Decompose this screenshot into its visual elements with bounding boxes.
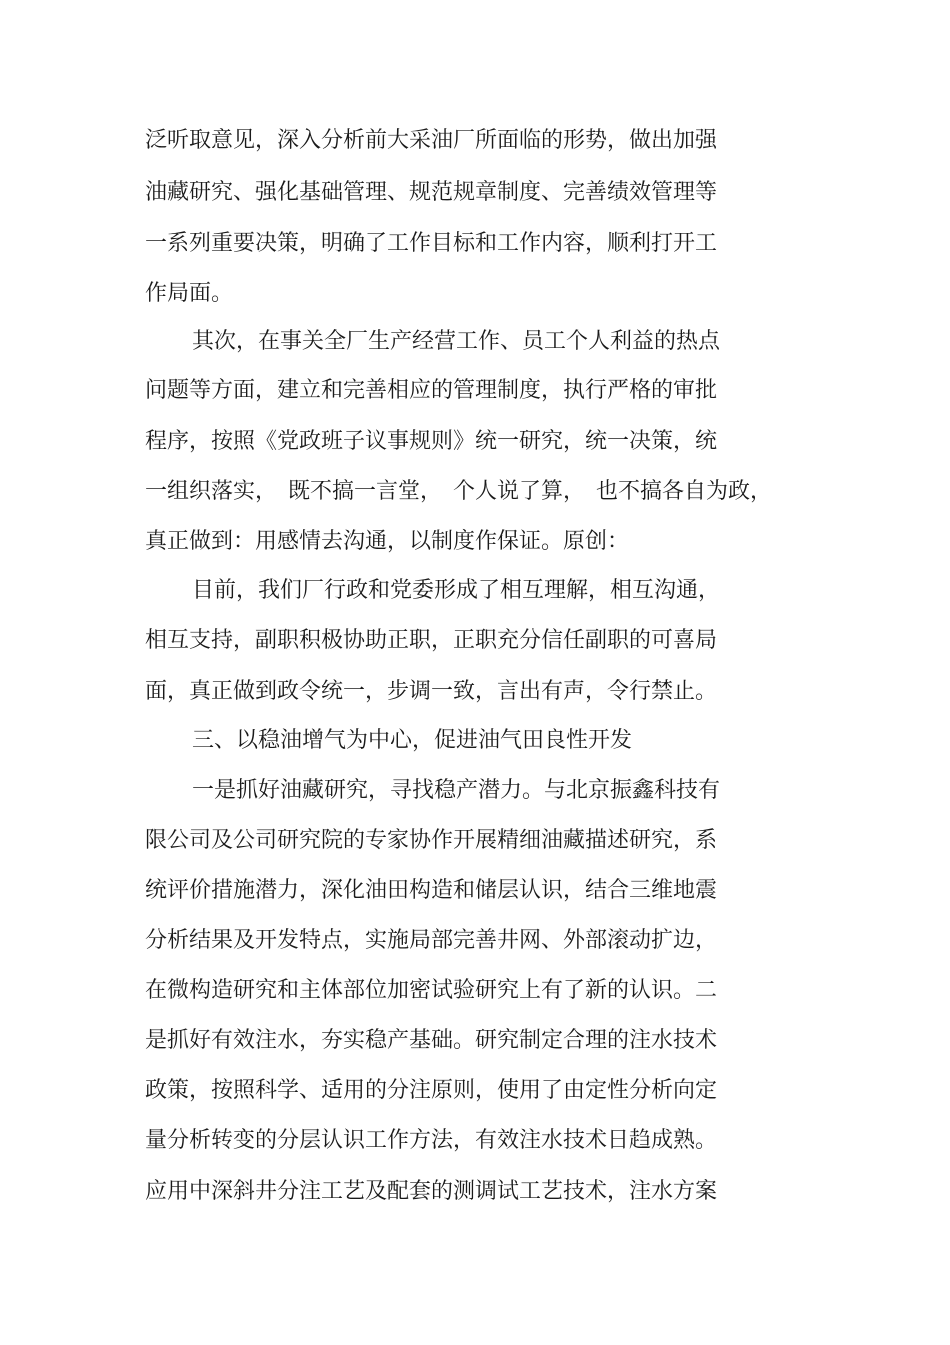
paragraph-line: 量分析转变的分层认识工作方法，有效注水技术日趋成熟。 [145,1128,718,1153]
paragraph-line: 统评价措施潜力，深化油田构造和储层认识，结合三维地震 [145,878,718,903]
paragraph-line: 目前，我们厂行政和党委形成了相互理解，相互沟通， [192,578,721,603]
paragraph-line: 是抓好有效注水，夯实稳产基础。研究制定合理的注水技术 [145,1028,718,1053]
paragraph-line: 限公司及公司研究院的专家协作开展精细油藏描述研究，系 [145,828,718,853]
paragraph-line: 其次，在事关全厂生产经营工作、员工个人利益的热点 [192,329,721,354]
paragraph-line: 在微构造研究和主体部位加密试验研究上有了新的认识。二 [145,978,718,1003]
paragraph-line: 泛听取意见，深入分析前大采油厂所面临的形势，做出加强 [145,128,718,153]
paragraph-line: 面，真正做到政令统一，步调一致，言出有声，令行禁止。 [145,679,718,704]
paragraph-line: 一系列重要决策，明确了工作目标和工作内容，顺利打开工 [145,231,718,256]
paragraph-line: 程序，按照《党政班子议事规则》统一研究，统一决策，统 [145,429,718,454]
paragraph-line: 作局面。 [145,281,234,306]
paragraph-line: 问题等方面，建立和完善相应的管理制度，执行严格的审批 [145,378,718,403]
paragraph-line: 政策，按照科学、适用的分注原则，使用了由定性分析向定 [145,1078,718,1103]
paragraph-line: 应用中深斜井分注工艺及配套的测调试工艺技术，注水方案 [145,1179,718,1204]
section-heading: 三、以稳油增气为中心，促进油气田良性开发 [192,728,633,753]
paragraph-line: 分析结果及开发特点，实施局部完善井网、外部滚动扩边， [145,928,718,953]
paragraph-line: 一组织落实， 既不搞一言堂， 个人说了算， 也不搞各自为政， [145,479,773,504]
paragraph-line: 一是抓好油藏研究，寻找稳产潜力。与北京振鑫科技有 [192,778,721,803]
paragraph-line: 真正做到：用感情去沟通，以制度作保证。原创： [145,529,630,554]
paragraph-line: 油藏研究、强化基础管理、规范规章制度、完善绩效管理等 [145,180,718,205]
paragraph-line: 相互支持，副职积极协助正职，正职充分信任副职的可喜局 [145,628,718,653]
